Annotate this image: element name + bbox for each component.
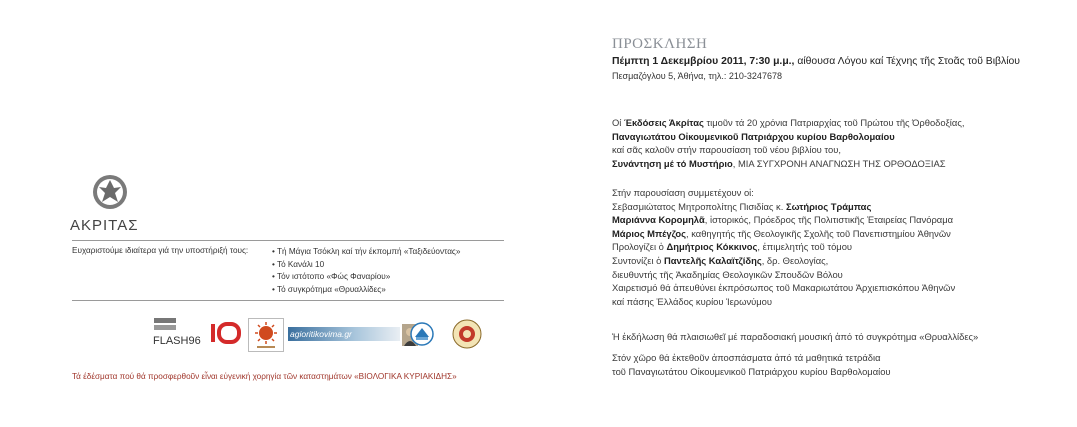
thryallides-logo [452, 319, 482, 349]
divider-bottom [72, 300, 504, 301]
list-item: • Τό Κανάλι 10 [272, 259, 325, 269]
speakers-paragraph: Στήν παρουσίαση συμμετέχουν οἱ: Σεβασμιώτατος Μητροπολίτης Πισιδίας κ. Σωτήριος Τράμπας Μαριάννα Κορομηλᾶ, ἱστορικός, Πρόεδρος τῆς Πολιτιστικῆς Ἑταιρείας Πανόραμα Μάριος Μπέγζος, καθηγητής τῆς Θεολογικῆς Σχολῆς τοῦ Πανεπιστημίου Ἀθηνῶν Προλογίζει ὁ Δημήτριος Κόκκινος, ἐπιμελητής τοῦ τόμου Συντονίζει ὁ Παντελῆς Καλαϊτζίδης, δρ. Θεολογίας, διευθυντής τῆς Ἀκαδημίας Θεολογικῶν Σπουδῶν Βόλου Χαιρετισμό θά ἀπευθύνει ἐκπρόσωπος τοῦ Μακαριωτάτου Ἀρχιεπισκόπου Ἀθηνῶν καί πάσης Ἑλλάδος κυρίου Ἱερωνύμου [612, 187, 956, 307]
divider-top [72, 240, 504, 241]
publisher-logo [70, 172, 150, 234]
sponsor-footnote: Τά έδέσματα πού θά προσφερθοῦν εἶναι εὐγενική χορηγία τῶν καταστημάτων «ΒΙΟΛΟΓΙΚΑ ΚΥΡΙΑΚΙΔΗΣ» [72, 372, 457, 381]
event-venue: αίθουσα Λόγου καί Τέχνης τῆς Στοᾶς τοῦ Βιβλίου [794, 56, 1020, 67]
eagle-seal-icon [90, 172, 130, 212]
invitation-title: ΠΡΟΣΚΛΗΣΗ [612, 36, 708, 52]
logo-text: ΑΚΡΙΤΑΣ [70, 217, 139, 234]
event-date: Πέμπτη 1 Δεκεμβρίου 2011, 7:30 μ.μ., [612, 56, 795, 67]
intro-paragraph: Οί Έκδόσεις Άκρίτας τιμοῦν τά 20 χρόνια Πατριαρχίας τοῦ Πρώτου τῆς Όρθοδοξίας, Παναγιωτάτου Οἰκουμενικοῦ Πατριάρχου κυρίου Βαρθολομαίου καί σᾶς καλοῦν στήν παρουσίαση τοῦ νέου βιβλίου του, Συνάντηση μέ τό Μυστήριο, ΜΙΑ ΣΥΓΧΡΟΝΗ ΑΝΑΓΝΩΣΗ ΤΗΣ ΟΡΘΟΔΟΞΙΑΣ [612, 117, 965, 169]
svg-text:FLASH96: FLASH96 [153, 335, 201, 347]
event-address: Πεσμαζόγλου 5, Άθήνα, τηλ.: 210-3247678 [612, 71, 782, 81]
list-item: • Τόν ιστότοπο «Φώς Φαναρίου» [272, 272, 391, 282]
thanks-list [272, 246, 512, 296]
thanks-lead: Ευχαριστούμε ιδιαίτερα γιά την υποστήριξή τους: [72, 246, 249, 255]
agioritikovima-logo: agioritikovima.gr [288, 327, 400, 341]
sponsor-logos [152, 318, 492, 350]
exhibit-paragraph: Στόν χῶρο θά ἐκτεθοῦν ἀποσπάσματα ἀπό τά μαθητικά τετράδια τοῦ Παναγιωτάτου Οἰκουμενικοῦ Πατριάρχου κυρίου Βαρθολομαίου [612, 352, 891, 377]
event-date-line [612, 55, 1072, 69]
flash96-logo [152, 318, 204, 350]
kanali10-logo [210, 322, 242, 344]
fos-fanariou-logo [410, 322, 434, 346]
sun-seal-logo [248, 318, 284, 352]
list-item: • Τή Μάγια Τσόκλη καί τήν έκπομπή «Ταξιδεύοντας» [272, 247, 461, 256]
invitation-panel [612, 36, 1072, 377]
list-item: • Τό συγκρότημα «Θρυαλλίδες» [272, 284, 386, 294]
music-paragraph: Ἡ ἐκδήλωση θά πλαισιωθεῖ μέ παραδοσιακή μουσική ἀπό τό συγκρότημα «Θρυαλλίδες» [612, 331, 979, 342]
book-title: Συνάντηση μέ τό Μυστήριο [612, 157, 733, 169]
